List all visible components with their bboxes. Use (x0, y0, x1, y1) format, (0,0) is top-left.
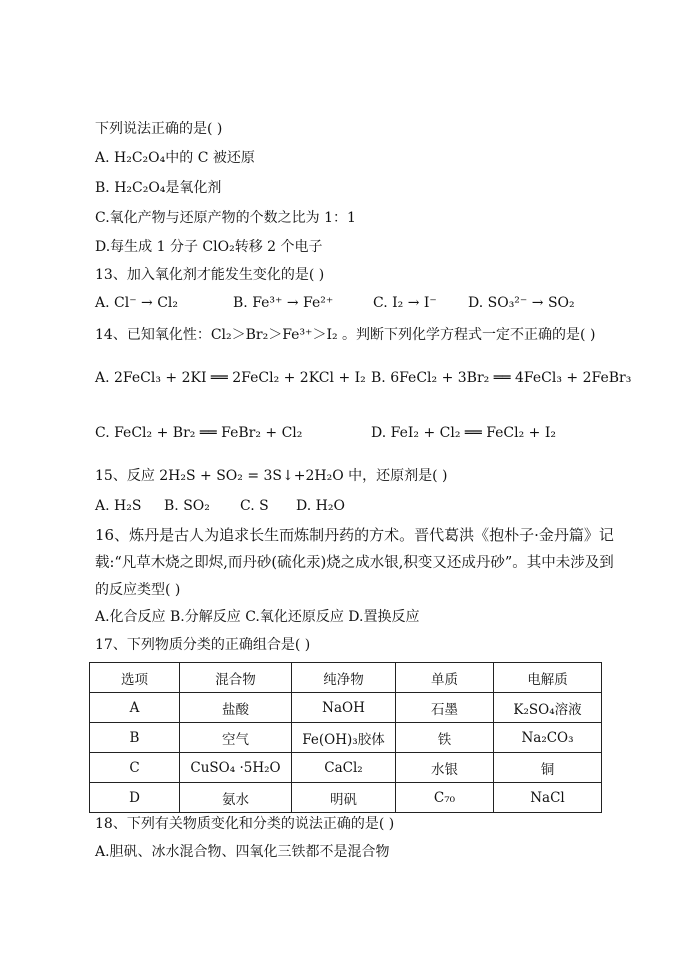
table-cell: K₂SO₄溶液 (494, 693, 602, 723)
question-12-option-b: B. H₂C₂O₄是氧化剂 (95, 180, 222, 196)
table-row (90, 723, 602, 753)
table-row (90, 783, 602, 813)
table-header-cell: 电解质 (494, 663, 602, 693)
table-cell: A (90, 693, 180, 723)
table-cell: CuSO₄ ·5H₂O (180, 753, 292, 783)
question-18-stem: 18、下列有关物质变化和分类的说法正确的是( ) (95, 816, 395, 832)
table-header-cell: 选项 (90, 663, 180, 693)
question-13-option-b: B. Fe³⁺ → Fe²⁺ (233, 295, 334, 311)
question-14-stem: 14、已知氧化性：Cl₂＞Br₂＞Fe³⁺＞I₂ 。判断下列化学方程式一定不正确的是( ) (95, 327, 596, 343)
table-header-row (90, 663, 602, 693)
question-17-stem: 17、下列物质分类的正确组合是( ) (95, 637, 311, 653)
question-14-option-b: B. 6FeCl₂ + 3Br₂ ══ 4FeCl₃ + 2FeBr₃ (371, 370, 632, 386)
table-cell: Fe(OH)₃胶体 (292, 723, 396, 753)
question-12-option-c: C.氧化产物与还原产物的个数之比为 1：1 (95, 210, 356, 226)
question-15-stem: 15、反应 2H₂S + SO₂ = 3S↓+2H₂O 中，还原剂是( ) (95, 468, 448, 484)
table-row (90, 693, 602, 723)
question-16-line-2: 载:“凡草木烧之即烬,而丹砂(硫化汞)烧之成水银,积变又还成丹砂”。其中未涉及到 (95, 555, 614, 571)
question-13-option-a: A. Cl⁻ → Cl₂ (95, 295, 179, 311)
table-cell: C (90, 753, 180, 783)
question-13-stem: 13、加入氧化剂才能发生变化的是( ) (95, 267, 325, 283)
table-cell: C₇₀ (396, 783, 494, 813)
question-12-option-a: A. H₂C₂O₄中的 C 被还原 (95, 150, 255, 166)
question-13-option-d: D. SO₃²⁻ → SO₂ (468, 295, 575, 311)
question-14-option-c: C. FeCl₂ + Br₂ ══ FeBr₂ + Cl₂ (95, 425, 303, 441)
question-15-option-b: B. SO₂ (164, 498, 210, 514)
question-14-option-a: A. 2FeCl₃ + 2KI ══ 2FeCl₂ + 2KCl + I₂ (95, 370, 366, 386)
table-cell: Na₂CO₃ (494, 723, 602, 753)
table-cell: 盐酸 (180, 693, 292, 723)
table-cell: 明矾 (292, 783, 396, 813)
question-12-option-d: D.每生成 1 分子 ClO₂转移 2 个电子 (95, 239, 323, 255)
table-cell: B (90, 723, 180, 753)
table-header-cell: 单质 (396, 663, 494, 693)
question-15-option-d: D. H₂O (296, 498, 345, 514)
question-15-option-a: A. H₂S (95, 498, 142, 514)
table-cell: 铜 (494, 753, 602, 783)
question-16-line-3: 的反应类型( ) (95, 582, 181, 598)
classification-table (89, 662, 602, 813)
question-15-option-c: C. S (240, 498, 269, 514)
table-cell: 空气 (180, 723, 292, 753)
table-cell: 铁 (396, 723, 494, 753)
question-12-stem: 下列说法正确的是( ) (95, 121, 223, 137)
question-14-option-d: D. FeI₂ + Cl₂ ══ FeCl₂ + I₂ (371, 425, 557, 441)
table-header-cell: 混合物 (180, 663, 292, 693)
table-cell: 石墨 (396, 693, 494, 723)
table-cell: 氨水 (180, 783, 292, 813)
table-cell: CaCl₂ (292, 753, 396, 783)
question-13-option-c: C. I₂ → I⁻ (373, 295, 437, 311)
question-16-options: A.化合反应 B.分解反应 C.氧化还原反应 D.置换反应 (95, 609, 420, 625)
table-cell: NaCl (494, 783, 602, 813)
question-16-line-1: 16、炼丹是古人为追求长生而炼制丹药的方术。晋代葛洪《抱朴子·金丹篇》记 (95, 526, 614, 544)
table-cell: NaOH (292, 693, 396, 723)
table-cell: 水银 (396, 753, 494, 783)
question-18-option-a: A.胆矾、冰水混合物、四氧化三铁都不是混合物 (95, 844, 390, 860)
table-header-cell: 纯净物 (292, 663, 396, 693)
table-row (90, 753, 602, 783)
table-cell: D (90, 783, 180, 813)
